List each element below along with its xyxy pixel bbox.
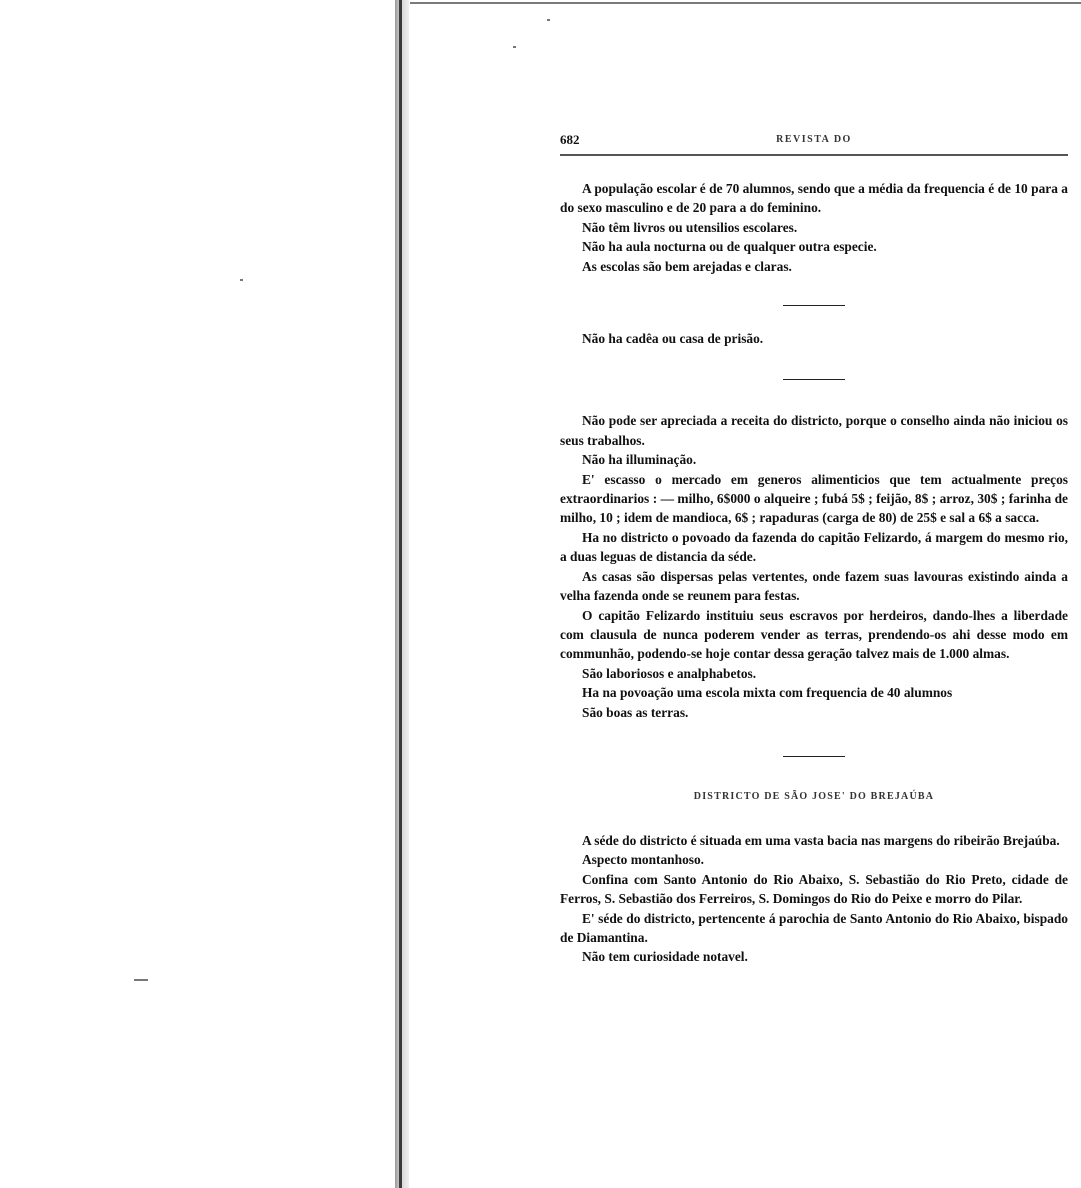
section-escola [560,179,1068,276]
scan-speck [547,19,550,21]
paragraph: A séde do districto é situada em uma vasta bacia nas margens do ribeirão Brejaúba. [582,832,1060,848]
paragraph: Não ha cadêa ou casa de prisão. [582,331,764,347]
page-gutter-line [399,0,402,1188]
paragraph: As escolas são bem arejadas e claras. [582,258,792,274]
section-separator [783,379,845,380]
paragraph: Não ha aula nocturna ou de qualquer outra especie. [582,239,877,255]
section-receita [560,411,1068,722]
paragraph: São boas as terras. [582,704,689,720]
paragraph: As casas são dispersas pelas vertentes, onde fazem suas lavouras existindo ainda a velha fazenda onde se reunem para festas. [560,568,1068,604]
district-heading: DISTRICTO DE SÃO JOSE' DO BREJAÚBA [693,790,935,802]
section-cadeia [560,329,1068,348]
scan-speck [240,279,243,281]
section-separator [783,305,845,306]
paragraph: Ha na povoação uma escola mixta com frequencia de 40 alumnos [582,685,953,701]
page-number: 682 [560,132,580,147]
paragraph: Confina com Santo Antonio do Rio Abaixo, S. Sebastião do Rio Preto, cidade de Ferros, S. Sebastião dos Ferreiros, S. Domingos do Rio do Peixe e morro do Pilar. [560,871,1068,907]
paragraph: Não pode ser apreciada a receita do districto, porque o conselho ainda não iniciou os seus trabalhos. [560,413,1068,448]
section-brejauba [560,831,1068,967]
paragraph: Não tem curiosidade notavel. [582,949,748,965]
paragraph: Não ha illuminação. [582,452,697,468]
scan-speck [134,979,148,981]
section-separator [783,756,845,757]
top-edge-rule [410,2,1081,4]
scan-speck [513,46,516,48]
running-head [560,132,1068,150]
header-rule [560,154,1068,156]
paragraph: E' escasso o mercado em generos alimenticios que tem actualmente preços extraordinarios : — milho, 6$000 o alqueire ; fubá 5$ ; feijão, 8$ ; arroz, 30$ ; farinha de milho, 10 ; idem de mandioca, 6$ ; rapaduras (carga de 80) de 25$ e sal a 6$ a sacca. [560,471,1068,526]
running-title: REVISTA DO [776,134,852,145]
paragraph: E' séde do districto, pertencente á parochia de Santo Antonio do Rio Abaixo, bispado de Diamantina. [560,910,1068,945]
page-gutter-shadow [395,0,409,1188]
paragraph: Aspecto montanhoso. [582,852,705,868]
paragraph: O capitão Felizardo instituiu seus escravos por herdeiros, dando-lhes a liberdade com clausula de nunca poderem vender as terras, prendendo-os ahi desse modo em communhão, podendo-se hoje contar dessa geração talvez mais de 1.000 almas. [560,607,1068,662]
paragraph: A população escolar é de 70 alumnos, sendo que a média da frequencia é de 10 para a do sexo masculino e de 20 para a do feminino. [560,181,1068,216]
paragraph: Não têm livros ou utensilios escolares. [582,219,798,235]
paragraph: São laboriosos e analphabetos. [582,665,757,681]
paragraph: Ha no districto o povoado da fazenda do capitão Felizardo, á margem do mesmo rio, a duas leguas de distancia da séde. [560,529,1068,565]
book-page [560,132,1068,967]
